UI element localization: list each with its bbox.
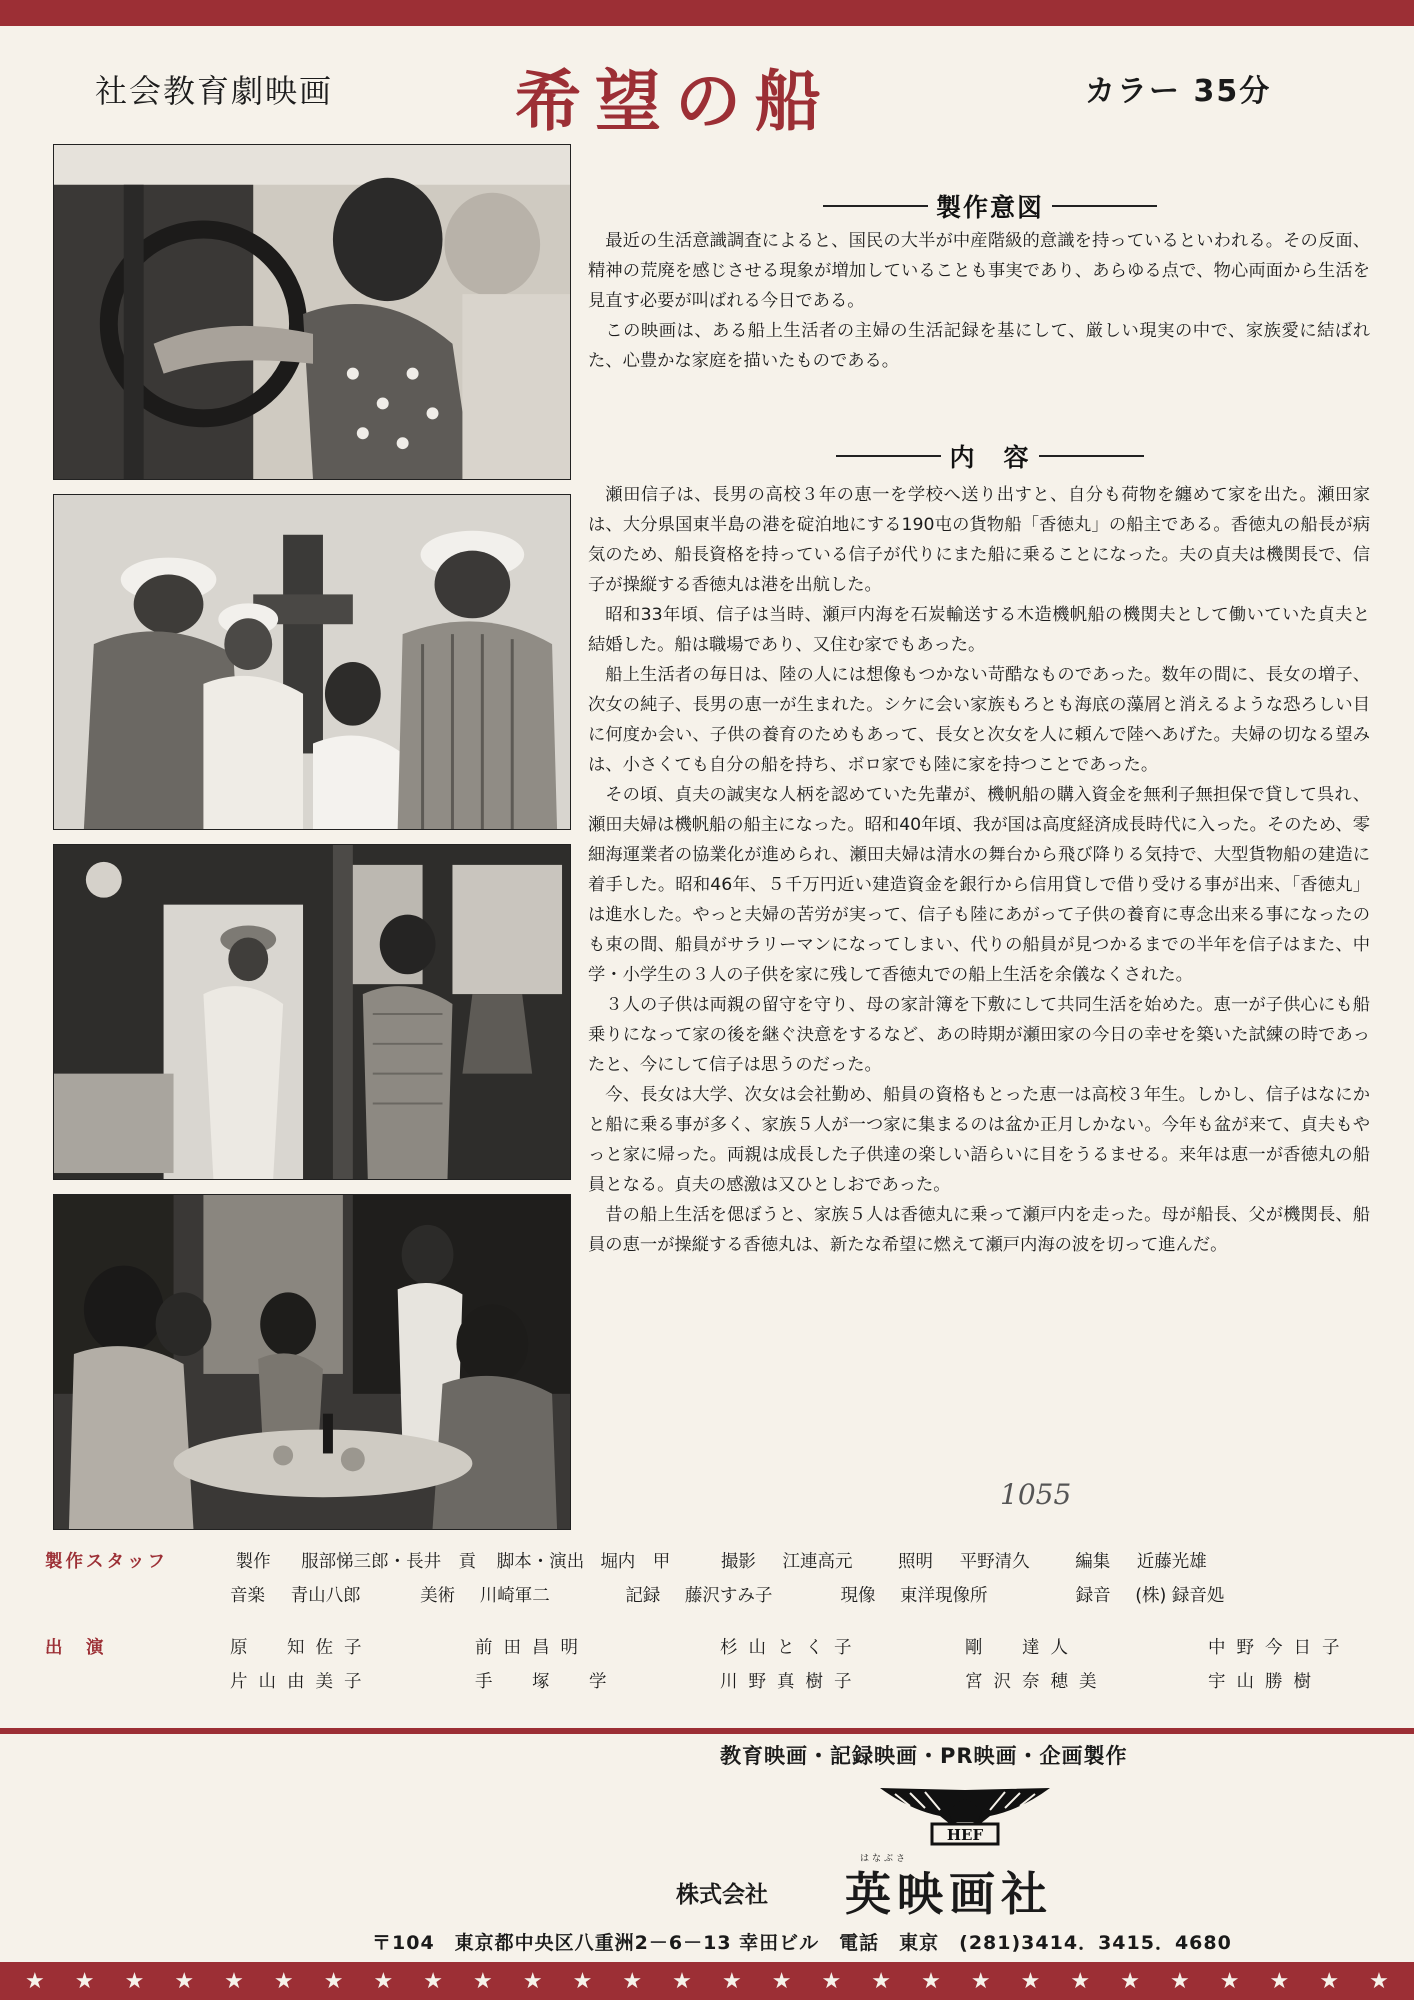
star-icon: ★ [921, 1968, 941, 1994]
star-icon: ★ [124, 1968, 145, 1994]
star-icon: ★ [1169, 1968, 1190, 1994]
star-icon: ★ [721, 1968, 742, 1994]
star-icon: ★ [1319, 1968, 1340, 1994]
crew-on-deck-photo-icon [54, 495, 570, 829]
content-paragraph: 昔の船上生活を偲ぼうと、家族５人は香徳丸に乗って瀬戸内を走った。母が船長、父が機関長、船員の恵一が操縦する香徳丸は、新たな希望に燃えて瀬戸内海の波を切って進んだ。 [588, 1205, 1370, 1255]
cast-name: 手 塚 学 [475, 1672, 618, 1692]
staff-name: 平野清久 [959, 1552, 1030, 1572]
cast-label: 出 演 [45, 1638, 107, 1658]
handwritten-note: 1055 [1000, 1478, 1072, 1511]
content-paragraph: 船上生活者の毎日は、陸の人には想像もつかない苛酷なものであった。数年の間に、長女の増子、次女の純子、長男の恵一が生まれた。シケに会い家族もろとも海底の藻屑と消えるような恐ろしい目に何度か会い、子供の養育のためもあって、長女と次女を人に頼んで陸へあげた。夫婦の切なる望みは、小さくても自分の船を持ち、ボロ家でも陸に家を持つことであった。 [588, 665, 1370, 775]
intent-paragraph: 最近の生活意識調査によると、国民の大半が中産階級的意識を持っているといわれる。その反面、精神の荒廃を感じさせる現象が増加していることも事実であり、あらゆる点で、物心両面から生活を見直す必要が叫ばれる今日である。 [588, 231, 1370, 311]
heading-rule-right [1039, 455, 1144, 457]
star-icon: ★ [1369, 1968, 1389, 1994]
photo-crew-on-deck [53, 494, 571, 830]
star-icon: ★ [224, 1968, 244, 1994]
mother-child-at-helm-photo-icon [54, 145, 570, 479]
staff-row-1 [45, 1548, 1247, 1573]
cast-name: 宮沢奈穂美 [965, 1672, 1108, 1692]
staff-role: 照明 [898, 1552, 934, 1572]
company-ruby: はなぶさ [860, 1854, 909, 1864]
content-heading [590, 436, 1390, 476]
cast-name: 中野今日子 [1208, 1638, 1351, 1658]
star-icon: ★ [970, 1968, 991, 1994]
content-paragraph: 昭和33年頃、信子は当時、瀬戸内海を石炭輸送する木造機帆船の機関夫として働いていた貞夫と結婚した。船は職場であり、又住む家でもあった。 [588, 605, 1370, 655]
company-type: 株式会社 [676, 1882, 768, 1908]
staff-name: 藤沢すみ子 [684, 1586, 773, 1606]
bottom-star-band [0, 1962, 1414, 2000]
staff-name: 江連高元 [782, 1552, 853, 1572]
star-icon: ★ [821, 1968, 842, 1994]
top-accent-band [0, 0, 1414, 26]
star-icon: ★ [273, 1968, 294, 1994]
staff-name: 服部悌三郎・長井 貢 [301, 1552, 477, 1572]
heading-rule-right [1052, 205, 1157, 207]
staff-name: 東洋現像所 [900, 1586, 988, 1606]
staff-label: 製作スタッフ [45, 1552, 168, 1572]
cast-name: 杉山とく子 [720, 1638, 863, 1658]
content-paragraph: その頃、貞夫の誠実な人柄を認めていた先輩が、機帆船の購入資金を無利子無担保で貸して呉れ、瀬田夫婦は機帆船の船主になった。昭和40年頃、我が国は高度経済成長時代に入った。そのため、零細海運業者の協業化が進められ、瀬田夫婦は清水の舞台から飛び降りる気持で、大型貨物船の建造に着手した。昭和46年、５千万円近い建造資金を銀行から信用貸しで借り受ける事が出来、「香徳丸」は進水した。やっと夫婦の苦労が実って、信子も陸にあがって子供の養育に専念出来る事になったのも束の間、船員がサラリーマンになってしまい、代りの船員が見つかるまでの半年を信子はまた、中学・小学生の３人の子供を家に残して香徳丸での船上生活を余儀なくされた。 [588, 785, 1370, 985]
intent-paragraph: この映画は、ある船上生活者の主婦の生活記録を基にして、厳しい現実の中で、家族愛に結ばれた、心豊かな家庭を描いたものである。 [588, 321, 1370, 371]
cast-name: 前田昌明 [475, 1638, 589, 1658]
star-icon: ★ [1269, 1968, 1290, 1994]
star-icon: ★ [373, 1968, 394, 1994]
cast-name: 原 知佐子 [230, 1638, 373, 1658]
photo-ship-cabin [53, 844, 571, 1180]
star-icon: ★ [174, 1968, 195, 1994]
hef-logo [870, 1780, 1060, 1850]
staff-role: 美術 [420, 1586, 456, 1606]
intent-heading [590, 186, 1390, 226]
staff-name: 堀内 甲 [600, 1552, 671, 1572]
film-category: 社会教育劇映画 [95, 72, 334, 110]
ship-cabin-photo-icon [54, 845, 570, 1179]
intent-heading-text: 製作意図 [935, 193, 1044, 222]
star-icon: ★ [622, 1968, 643, 1994]
staff-role: 製作 [235, 1552, 271, 1572]
star-icon: ★ [323, 1968, 344, 1994]
staff-role: 音楽 [230, 1586, 265, 1606]
star-icon: ★ [572, 1968, 593, 1994]
staff-role: 脚本・演出 [496, 1552, 585, 1572]
star-icon: ★ [74, 1968, 95, 1994]
company-name: 英映画社 [845, 1867, 1053, 1921]
staff-row-2 [230, 1582, 1285, 1607]
staff-name: 青山八郎 [290, 1586, 361, 1606]
company-address: 〒104 東京都中央区八重洲2－6－13 幸田ビル 電話 東京 (281)3414．3415．4680 [372, 1932, 1232, 1954]
staff-role: 記録 [625, 1586, 661, 1606]
star-icon: ★ [1020, 1968, 1041, 1994]
star-icon: ★ [423, 1968, 443, 1994]
content-paragraph: 今、長女は大学、次女は会社勤め、船員の資格もとった恵一は高校３年生。しかし、信子はなにかと船に乗る事が多く、家族５人が一つ家に集まるのは盆か正月しかない。今年も盆が来て、貞夫もやっと家に帰った。両親は成長した子供達の楽しい語らいに目をうるませる。来年は恵一が香徳丸の船員となる。貞夫の感激は又ひとしおであった。 [588, 1085, 1370, 1195]
cast-name: 川野真樹子 [720, 1672, 863, 1692]
cast-name: 片山由美子 [230, 1672, 373, 1692]
staff-name: 近藤光雄 [1136, 1552, 1207, 1572]
star-icon: ★ [871, 1968, 892, 1994]
star-icon: ★ [522, 1968, 543, 1994]
staff-role: 編集 [1075, 1552, 1111, 1572]
staff-role: 撮影 [720, 1552, 756, 1572]
staff-name: 川崎軍二 [479, 1586, 550, 1606]
film-title: 希望の船 [515, 63, 835, 140]
content-body [588, 480, 1370, 1260]
photo-mother-child-at-helm [53, 144, 571, 480]
star-icon: ★ [473, 1968, 493, 1994]
cast-name: 宇山勝樹 [1208, 1672, 1322, 1692]
star-icon: ★ [25, 1968, 45, 1994]
star-icon: ★ [1070, 1968, 1091, 1994]
star-icon: ★ [771, 1968, 792, 1994]
content-paragraph: 瀬田信子は、長男の高校３年の恵一を学校へ送り出すと、自分も荷物を纏めて家を出た。瀬田家は、大分県国東半島の港を碇泊地にする190屯の貨物船「香徳丸」の船主である。香徳丸の船長が病気のため、船長資格を持っている信子が代りにまた船に乗ることになった。夫の貞夫は機関長で、信子が操縦する香徳丸は港を出航した。 [588, 485, 1370, 595]
intent-body [588, 226, 1370, 376]
company-genres: 教育映画・記録映画・PR映画・企画製作 [720, 1744, 1128, 1768]
footer-divider [0, 1728, 1414, 1734]
content-paragraph: ３人の子供は両親の留守を守り、母の家計簿を下敷にして共同生活を始めた。恵一が子供心にも船乗りになって家の後を継ぐ決意をするなど、あの時期が瀬田家の今日の幸せを築いた試練の時であったと、今にして信子は思うのだった。 [588, 995, 1370, 1075]
staff-role: 現像 [840, 1586, 876, 1606]
star-icon: ★ [672, 1968, 692, 1994]
star-icon: ★ [1219, 1968, 1240, 1994]
cast-label-row [45, 1634, 107, 1659]
heading-rule-left [823, 205, 928, 207]
star-icon: ★ [1120, 1968, 1140, 1994]
staff-name: (株) 録音処 [1135, 1586, 1225, 1606]
logo-text: HEF [946, 1826, 984, 1844]
eagle-wings-icon [870, 1780, 1060, 1850]
film-runtime: カラー 35分 [1085, 74, 1272, 109]
content-heading-text: 内 容 [949, 443, 1031, 472]
cast-name: 剛 達人 [965, 1638, 1079, 1658]
family-dinner-photo-icon [54, 1195, 570, 1529]
photo-family-dinner [53, 1194, 571, 1530]
staff-role: 録音 [1075, 1586, 1111, 1606]
header [0, 48, 1414, 138]
heading-rule-left [836, 455, 941, 457]
